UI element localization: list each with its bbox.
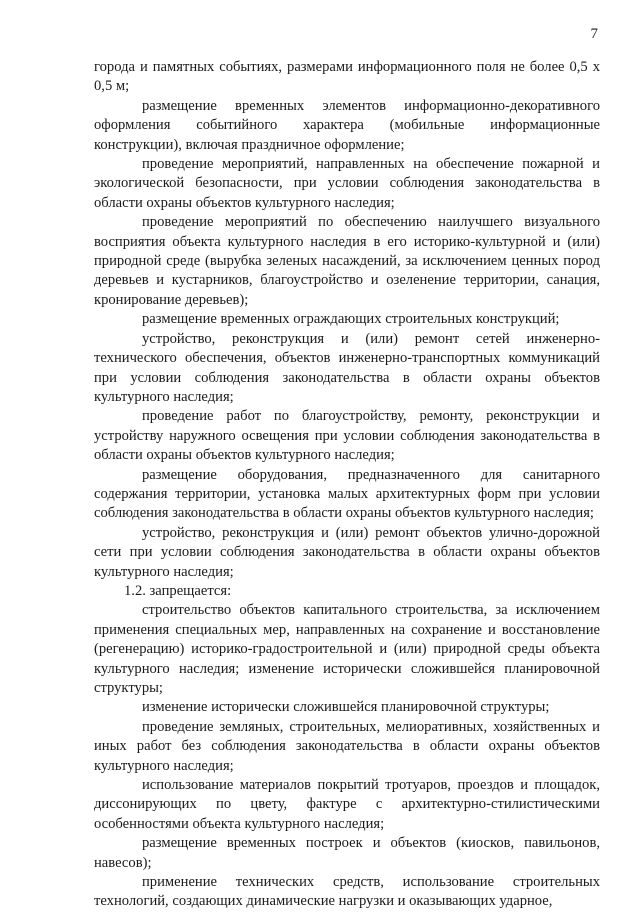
clause-heading: 1.2. запрещается: [124, 582, 232, 599]
paragraph: применение технических средств, использование строительных технологий, создающих динамические нагрузки и оказывающих ударное, [94, 874, 600, 910]
paragraph: строительство объектов капитального строительства, за исключением применения специальных мер, направленных на сохранение и восстановление (регенерацию) историко-градостроительной и (или) природной среды объекта культурного наследия; изменение исторически сложившейся планировочной структуры; [94, 602, 600, 696]
paragraph: устройство, реконструкция и (или) ремонт сетей инженерно-технического обеспечения, объектов инженерно-транспортных коммуникаций при условии соблюдения законодательства в области охраны объектов культурного наследия; [94, 330, 600, 405]
paragraph: устройство, реконструкция и (или) ремонт объектов улично-дорожной сети при условии соблюдения законодательства в области охраны объектов культурного наследия; [94, 524, 600, 580]
document-body [94, 58, 600, 912]
paragraph: проведение работ по благоустройству, ремонту, реконструкции и устройству наружного освещения при условии соблюдения законодательства в области охраны объектов культурного наследия; [94, 408, 600, 464]
paragraph: проведение земляных, строительных, мелиоративных, хозяйственных и иных работ без соблюдения законодательства в области охраны объектов культурного наследия; [94, 718, 600, 774]
paragraph: размещение временных построек и объектов (киосков, павильонов, навесов); [94, 835, 600, 871]
paragraph: города и памятных событиях, размерами информационного поля не более 0,5 х 0,5 м; [94, 59, 600, 95]
paragraph: проведение мероприятий, направленных на обеспечение пожарной и экологической безопасности, при условии соблюдения законодательства в области охраны объектов культурного наследия; [94, 156, 600, 211]
paragraph: проведение мероприятий по обеспечению наилучшего визуального восприятия объекта культурного наследия в его историко-культурной и (или) природной среде (вырубка зеленых насаждений, за исключением ценных пород деревьев и кустарников, благоустройство и озеленение территории, санация, кронирование деревьев); [94, 214, 600, 308]
paragraph: использование материалов покрытий тротуаров, проездов и площадок, диссонирующих по цвету, фактуре с архитектурно-стилистическими особенностями объекта культурного наследия; [94, 777, 600, 832]
paragraph: изменение исторически сложившейся планировочной структуры; [142, 699, 550, 716]
paragraph: размещение оборудования, предназначенного для санитарного содержания территории, установка малых архитектурных форм при условии соблюдения законодательства в области охраны объектов культурного наследия; [94, 466, 600, 522]
paragraph: размещение временных ограждающих строительных конструкций; [142, 311, 560, 328]
paragraph: размещение временных элементов информационно-декоративного оформления событийного характера (мобильные информационные конструкции), включая праздничное оформление; [94, 97, 600, 153]
page-number: 7 [590, 26, 598, 42]
